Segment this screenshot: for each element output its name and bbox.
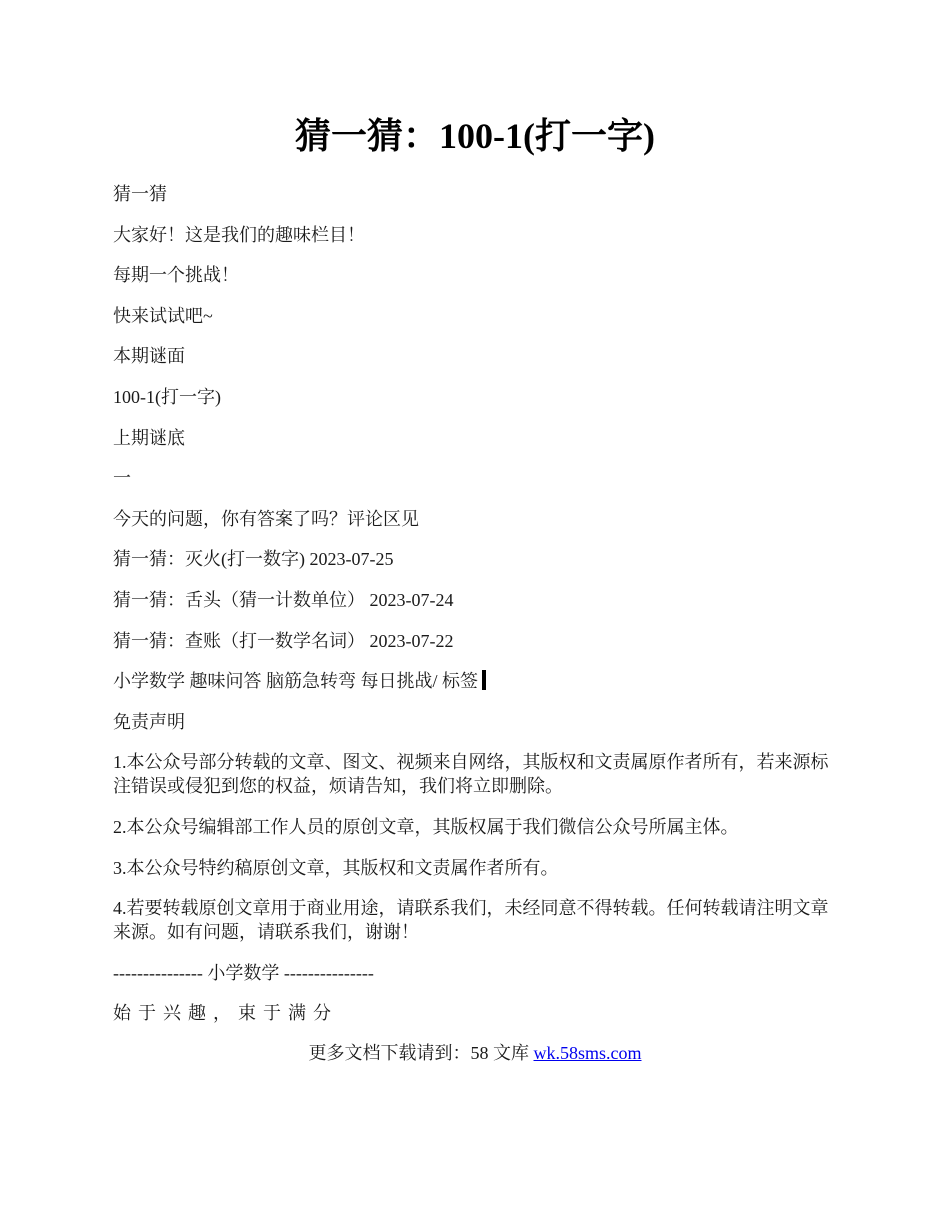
disclaimer-item: 2.本公众号编辑部工作人员的原创文章，其版权属于我们微信公众号所属主体。 (113, 816, 739, 837)
disclaimer-item: 1.本公众号部分转载的文章、图文、视频来自网络，其版权和文责属原作者所有，若来源标注错误或侵犯到您的权益，烦请告知，我们将立即删除。 (113, 752, 829, 797)
disclaimer-heading: 免责声明 (113, 711, 185, 732)
greeting-text: 大家好！这是我们的趣味栏目！ (113, 224, 365, 245)
related-riddle-link[interactable]: 猜一猜：查账（打一数学名词） 2023-07-22 (113, 630, 454, 651)
download-footer (0, 1041, 950, 1065)
section-divider: --------------- 小学数学 --------------- (113, 962, 374, 983)
disclaimer-item: 3.本公众号特约稿原创文章，其版权和文责属作者所有。 (113, 857, 559, 878)
question-prompt: 今天的问题，你有答案了吗？评论区见 (113, 508, 419, 529)
website-link[interactable]: wk.58sms.com (533, 1043, 642, 1063)
previous-answer-text: 一 (113, 468, 131, 489)
tag-marker-bar (482, 670, 486, 690)
invite-text: 快来试试吧~ (113, 305, 213, 326)
disclaimer-item: 4.若要转载原创文章用于商业用途，请联系我们，未经同意不得转载。任何转载请注明文章来源。如有问题，请联系我们，谢谢！ (113, 898, 829, 943)
related-riddle-link[interactable]: 猜一猜：灭火(打一数字) 2023-07-25 (113, 549, 394, 570)
footer-prefix: 更多文档下载请到：58 文库 (308, 1043, 534, 1063)
challenge-text: 每期一个挑战！ (113, 265, 239, 286)
slogan-text: 始于兴趣，束于满分 (113, 1003, 338, 1024)
section-heading-guess: 猜一猜 (113, 184, 167, 204)
tags-line (113, 669, 838, 693)
current-riddle-heading: 本期谜面 (113, 346, 185, 367)
related-riddle-link[interactable]: 猜一猜：舌头（猜一计数单位） 2023-07-24 (113, 589, 454, 610)
document-title: 猜一猜：100-1(打一字) (295, 116, 655, 156)
current-riddle-text: 100-1(打一字) (113, 386, 221, 407)
previous-answer-heading: 上期谜底 (113, 427, 185, 448)
tags-text: 小学数学 趣味问答 脑筋急转弯 每日挑战/ 标签 (113, 671, 478, 692)
document-body (113, 182, 838, 1042)
